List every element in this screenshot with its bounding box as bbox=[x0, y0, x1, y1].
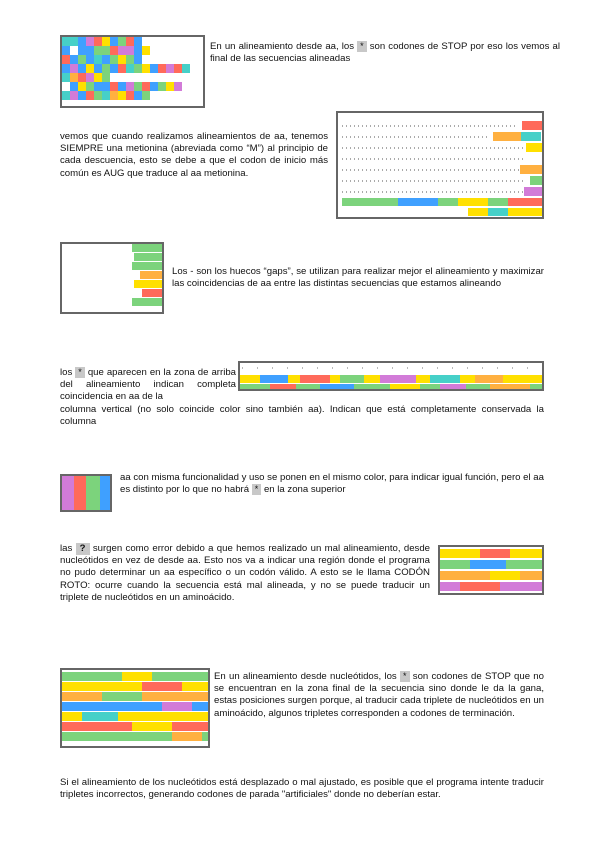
broken-codon-image bbox=[438, 545, 544, 595]
sec2-paragraph: vemos que cuando realizamos alineamientos de aa, tenemos SIEMPRE una metionina (abreviada como “M”) al principio de cada descuencia, esto se debe a que el codon de inicio más común es AUG que traduce al aa metionina. bbox=[60, 131, 328, 179]
sec6-text-a: las bbox=[60, 543, 73, 554]
nucleotide-star-badge: * bbox=[400, 671, 410, 682]
same-color-image bbox=[60, 474, 112, 512]
sec5-text-b: en la zona superior bbox=[263, 484, 346, 496]
question-mark-badge: ? bbox=[76, 543, 90, 555]
conservation-alignment-image bbox=[238, 361, 544, 391]
sec1-paragraph bbox=[210, 41, 560, 65]
sec5-paragraph bbox=[120, 472, 544, 496]
sec7-text-b: son codones de STOP que no se encuentran en la zona final de la secuencia sino donde le da la gana, estas posiciones surgen porque, al traducir cada triplete de nucleótidos en un aminoácido, algunos tripletes corresponden a codones de terminación. bbox=[214, 671, 544, 719]
no-star-badge: * bbox=[252, 484, 262, 495]
sec1-text-b: son codones de STOP por eso los vemos al final de las secuencias alineadas bbox=[210, 41, 560, 65]
stop-star-badge: * bbox=[357, 41, 367, 52]
sec5-text-a: aa con misma funcionalidad y uso se ponen en el mismo color, para indicar igual función, pero el aa es distinto por lo que no habrá bbox=[120, 472, 544, 496]
conservation-alignment-graphic bbox=[240, 363, 544, 391]
broken-codon-graphic bbox=[440, 547, 544, 595]
sec4-paragraph-tail: columna vertical (no solo coincide color sino también aa). Indican que está completamente conservada la columna bbox=[60, 404, 544, 428]
sec4-paragraph-lead bbox=[60, 367, 236, 404]
methionine-alignment-image bbox=[336, 111, 544, 219]
sec7-paragraph bbox=[214, 671, 544, 720]
nucleotide-stop-image bbox=[60, 668, 210, 748]
sec1-text-a: En un alineamiento desde aa, los bbox=[210, 41, 355, 52]
sec7-text-a: En un alineamiento desde nucleótidos, los bbox=[214, 671, 397, 682]
gaps-alignment-image bbox=[60, 242, 164, 314]
sec3-paragraph: Los - son los huecos “gaps”, se utilizan para realizar mejor el alineamiento y maximizar las coincidencias de aa entre las distintas secuencias que estamos alineando bbox=[172, 266, 544, 290]
conserved-star-badge: * bbox=[75, 367, 85, 378]
sec6-paragraph bbox=[60, 543, 430, 604]
sec6-text-b: surgen como error debido a que hemos realizado un mal alineamiento, desde nucleótidos en vez de desde aa. Esto nos va a indicar una región donde el programa no pudo determinar un aa específico o un codón válido. A esto se le llama CODÓN ROTO: ocurre cuando la secuencia está mal alineada, y no se puede traducir un triplete de nucleótidos en un aminoácido. bbox=[60, 543, 430, 603]
sec4-text-b: que aparecen en la zona de arriba del alineamiento indican completa coincidencia en aa de la bbox=[60, 367, 236, 403]
same-color-graphic bbox=[62, 476, 112, 512]
methionine-alignment-graphic bbox=[338, 113, 544, 219]
sec8-paragraph: Si el alineamiento de los nucleótidos está desplazado o mal ajustado, es posible que el programa intente traducir tripletes incorrectos, generando codones de parada "artificiales" donde no deberían estar. bbox=[60, 777, 544, 801]
sec4-text-a: los bbox=[60, 367, 73, 378]
gaps-alignment-graphic bbox=[62, 244, 164, 314]
nucleotide-stop-graphic bbox=[62, 670, 210, 748]
stop-codon-alignment-image bbox=[60, 35, 205, 108]
